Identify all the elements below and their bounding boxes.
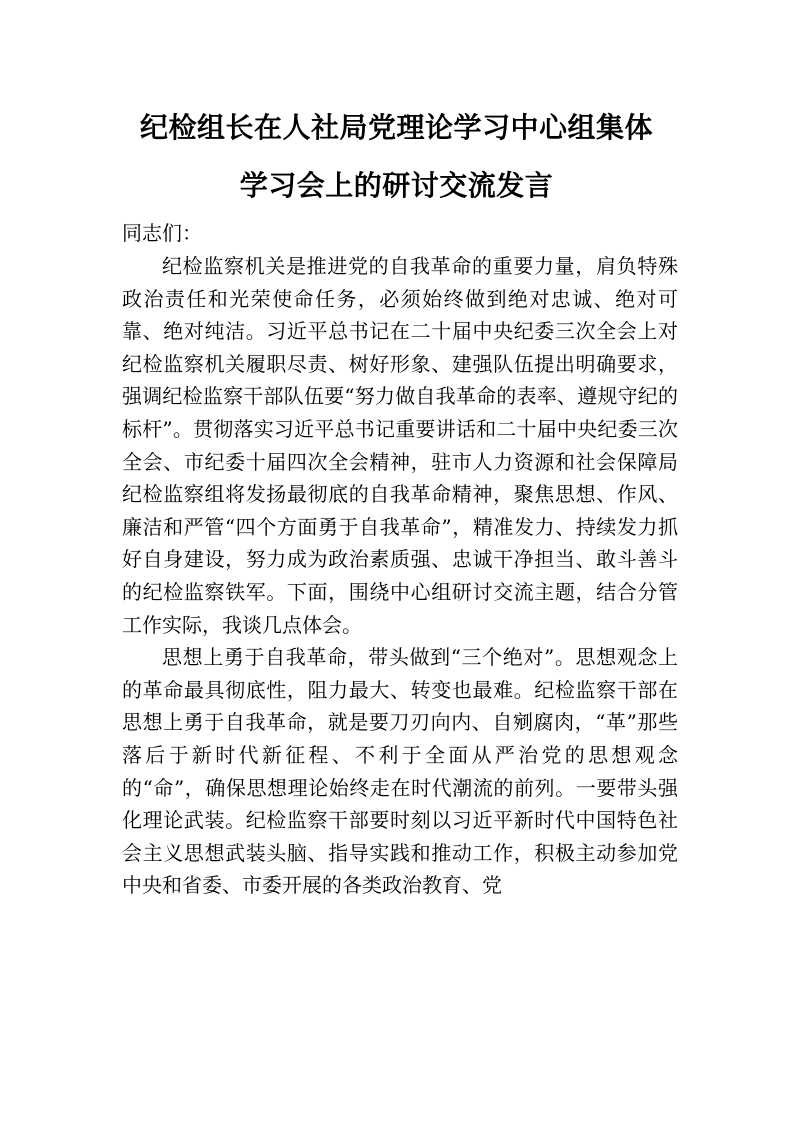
paragraph: 思想上勇于自我革命，带头做到“三个绝对”。思想观念上的革命最具彻底性，阻力最大、转变也最难。纪检监察干部在思想上勇于自我革命，就是要刀刃向内、自剜腐肉，“革”那些落后于新时代新征程、不利于全面从严治党的思想观念的“命”，确保思想理论始终走在时代潮流的前列。一要带头强化理论武装。纪检监察干部要时刻以习近平新时代中国特色社会主义思想武装头脑、指导实践和推动工作，积极主动参加党中央和省委、市委开展的各类政治教育、党 <box>122 645 678 898</box>
salutation: 同志们： <box>122 221 202 245</box>
paragraph: 纪检监察机关是推进党的自我革命的重要力量，肩负特殊政治责任和光荣使命任务，必须始终做到绝对忠诚、绝对可靠、绝对纯洁。习近平总书记在二十届中央纪委三次全会上对纪检监察机关履职尽责、树好形象、建强队伍提出明确要求，强调纪检监察干部队伍要“努力做自我革命的表率、遵规守纪的标杆”。贯彻落实习近平总书记重要讲话和二十届中央纪委三次全会、市纪委十届四次全会精神，驻市人力资源和社会保障局纪检监察组将发扬最彻底的自我革命精神，聚焦思想、作风、廉洁和严管“四个方面勇于自我革命”，精准发力、持续发力抓好自身建设，努力成为政治素质强、忠诚干净担当、敢斗善斗的纪检监察铁军。下面，围绕中心组研讨交流主题，结合分管工作实际，我谈几点体会。 <box>122 254 678 637</box>
document-title-line-2: 学习会上的研讨交流发言 <box>239 169 554 202</box>
document-title-line-1: 纪检组长在人社局党理论学习中心组集体 <box>139 111 653 144</box>
document-body <box>122 250 678 902</box>
